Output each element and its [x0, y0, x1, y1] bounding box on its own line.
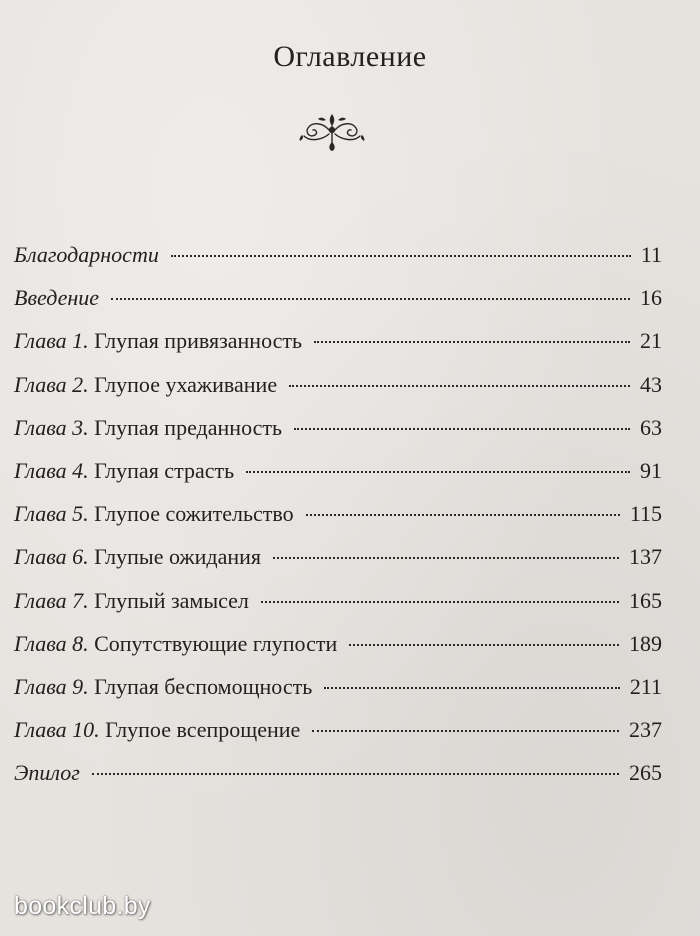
toc-entry-label — [14, 631, 337, 657]
page-number: 265 — [629, 760, 662, 786]
chapter-number: Глава 4. — [14, 457, 89, 483]
page-number: 21 — [640, 328, 662, 354]
chapter-number: Глава 8. — [14, 630, 89, 656]
page-number: 91 — [640, 457, 662, 483]
chapter-title: Глупая преданность — [94, 414, 283, 440]
chapter-number: Глава 2. — [14, 371, 89, 397]
chapter-title: Эпилог — [14, 760, 80, 786]
page-title: Оглавление — [273, 40, 427, 73]
toc-entry — [14, 501, 662, 544]
toc-entry — [14, 760, 662, 803]
toc-entry-label — [14, 285, 99, 311]
page-number: 115 — [629, 501, 662, 527]
toc-entry-label — [14, 501, 294, 527]
toc-entry — [14, 242, 662, 285]
dot-leader — [289, 385, 630, 387]
fleuron-ornament-icon — [296, 108, 368, 154]
toc-entry-label — [14, 415, 282, 441]
page-number: 237 — [629, 717, 662, 743]
toc-entry — [14, 372, 662, 415]
chapter-title: Благодарности — [14, 242, 159, 267]
chapter-number: Глава 7. — [14, 587, 89, 613]
chapter-number: Глава 10. — [14, 717, 100, 743]
toc-entry — [14, 328, 662, 371]
toc-entry-label — [14, 458, 234, 484]
chapter-number: Глава 9. — [14, 673, 89, 699]
chapter-number: Глава 6. — [14, 544, 89, 570]
chapter-title: Глупые ожидания — [94, 544, 262, 570]
toc-entry — [14, 717, 662, 760]
dot-leader — [111, 298, 630, 300]
toc-entry — [14, 544, 662, 587]
toc-entry — [14, 674, 662, 717]
table-of-contents — [14, 242, 662, 803]
chapter-title: Введение — [14, 285, 100, 311]
dot-leader — [171, 255, 631, 257]
page-number: 11 — [640, 242, 662, 267]
toc-entry-label — [14, 588, 249, 614]
chapter-title: Глупое сожительство — [94, 501, 294, 527]
toc-entry — [14, 285, 662, 328]
dot-leader — [294, 428, 630, 430]
dot-leader — [312, 730, 619, 732]
dot-leader — [314, 341, 630, 343]
chapter-title: Глупая страсть — [94, 457, 235, 483]
page-number: 165 — [629, 587, 662, 613]
dot-leader — [324, 687, 620, 689]
toc-entry-label — [14, 717, 300, 743]
toc-entry — [14, 458, 662, 501]
page-number: 189 — [629, 630, 662, 656]
chapter-number: Глава 3. — [14, 414, 89, 440]
toc-entry-label — [14, 674, 312, 700]
toc-entry — [14, 588, 662, 631]
dot-leader — [273, 557, 619, 559]
toc-entry-label — [14, 372, 277, 398]
page-number: 137 — [629, 544, 662, 570]
chapter-title: Глупая беспомощность — [94, 673, 313, 699]
toc-entry — [14, 631, 662, 674]
watermark-logo: bookclub.by — [14, 892, 151, 920]
toc-entry-label — [14, 544, 261, 570]
page-number: 43 — [640, 371, 662, 397]
page-number: 63 — [640, 414, 662, 440]
dot-leader — [261, 601, 619, 603]
page-number: 211 — [629, 673, 662, 699]
toc-entry — [14, 415, 662, 458]
dot-leader — [306, 514, 620, 516]
toc-entry-label — [14, 328, 302, 354]
chapter-title: Глупое всепрощение — [105, 717, 301, 743]
toc-entry-label — [14, 760, 80, 786]
dot-leader — [246, 471, 630, 473]
chapter-title: Глупый замысел — [94, 587, 249, 613]
chapter-number: Глава 1. — [14, 328, 89, 354]
chapter-title: Глупое ухаживание — [94, 371, 278, 397]
dot-leader — [92, 773, 619, 775]
dot-leader — [349, 644, 619, 646]
chapter-title: Сопутствующие глупости — [94, 630, 338, 656]
chapter-title: Глупая привязанность — [94, 328, 303, 354]
toc-entry-label — [14, 242, 159, 268]
chapter-number: Глава 5. — [14, 501, 89, 527]
page-number: 16 — [640, 285, 662, 311]
